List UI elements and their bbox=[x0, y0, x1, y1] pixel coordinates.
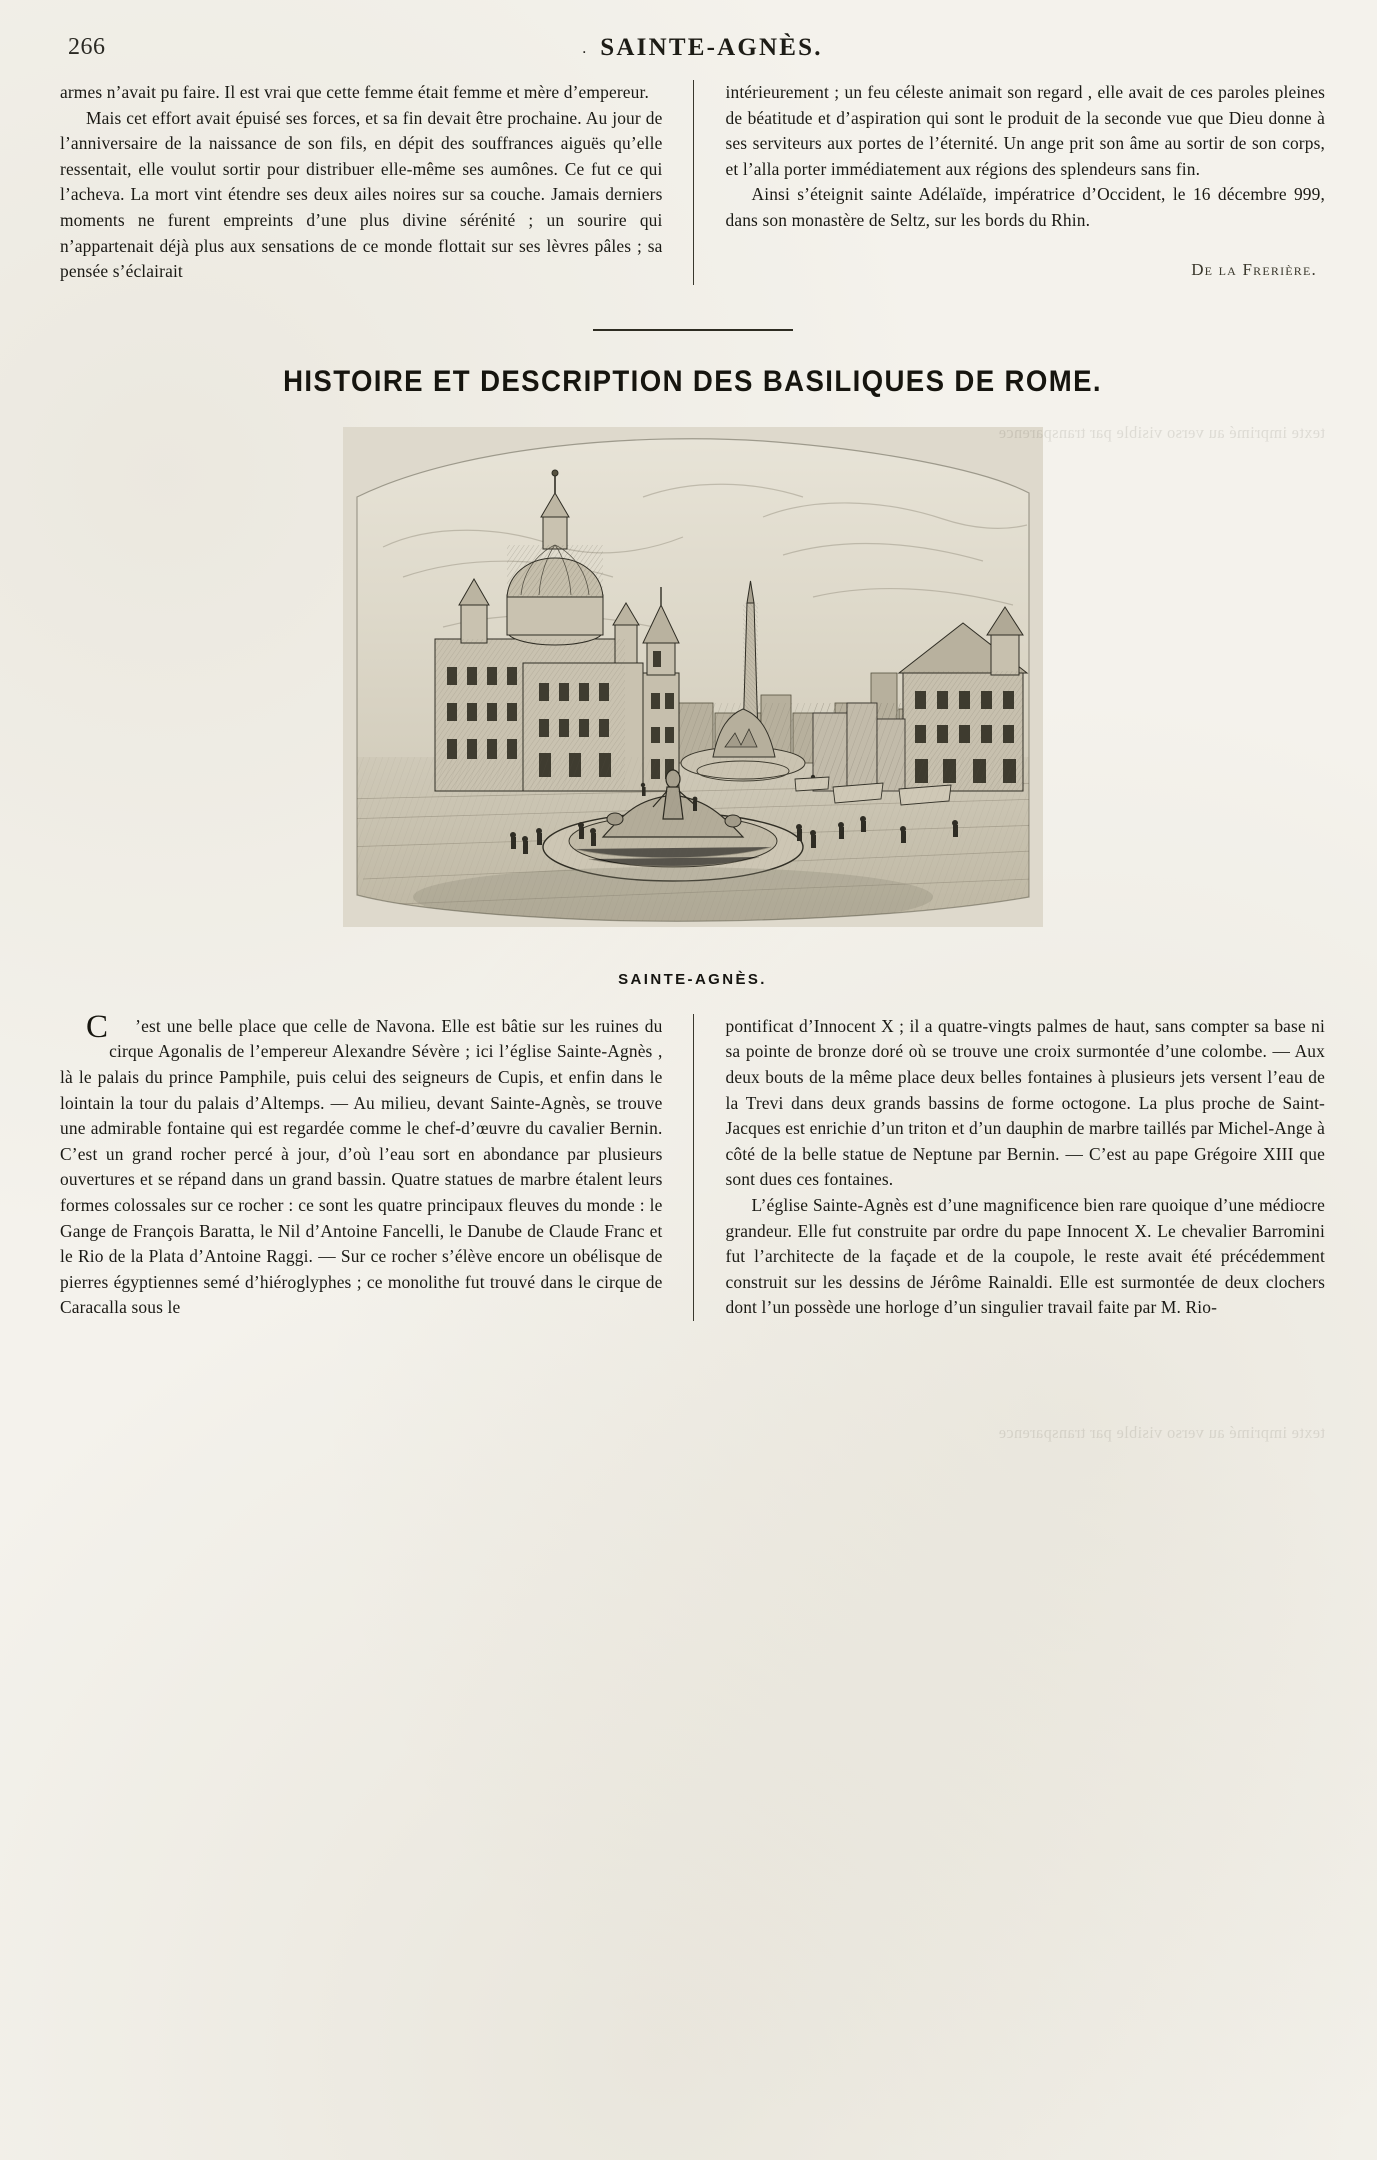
top-right-column bbox=[693, 80, 1326, 285]
verso-show-through: texte imprimé au verso visible par transparence bbox=[998, 1423, 1325, 1442]
drop-cap: C bbox=[86, 1008, 109, 1045]
top-article-columns bbox=[60, 80, 1325, 285]
paragraph: L’église Sainte-Agnès est d’une magnificence bien rare quoique d’une médiocre grandeur. Elle fut construite par ordre du pape Innocent X. Le chevalier Barromini fut l’architecte de la façade et de la coupole, le reste avait été précédemment construit sur les dessins de Jérôme Rainaldi. Elle est surmontée de deux clochers dont l’un possède une horloge d’un singulier travail faite par M. Rio- bbox=[725, 1194, 1325, 1318]
paragraph bbox=[60, 1008, 663, 1321]
figure-caption: SAINTE-AGNÈS. bbox=[618, 970, 767, 988]
paragraph: armes n’avait pu faire. Il est vrai que cette femme était femme et mère d’empereur. bbox=[60, 82, 649, 102]
dot-leader: . bbox=[582, 40, 587, 58]
article-left-column bbox=[60, 1008, 693, 1321]
paragraph: intérieurement ; un feu céleste animait son regard , elle avait de ces paroles pleines de béatitude et d’aspiration qui sont le produit de la seconde vue que Dieu donne à ses serviteurs aux portes de l’éternité. Un ange prit son âme au sortir de son corps, et l’alla porter immédiatement aux régions des splendeurs sans fin. bbox=[725, 82, 1325, 179]
paragraph: Mais cet effort avait épuisé ses forces, et sa fin devait être prochaine. Au jour de l’anniversaire de la naissance de son fils, en dépit des souffrances aiguës qu’elle ressentait, elle voulut sortir pour distribuer elle-même ses aumônes. Ce fut ce qui l’acheva. La mort vint étendre ses deux ailes noires sur sa couche. Jamais derniers moments ne furent empreints d’une plus divine sérénité ; un sourire qui n’appartenait déjà plus aux sensations de ce monde flottait sur ses lèvres pâles ; sa pensée s’éclairait bbox=[60, 107, 663, 282]
article-columns bbox=[60, 1008, 1325, 1321]
figure bbox=[343, 427, 1043, 988]
article-right-column bbox=[693, 1014, 1326, 1321]
article-title: HISTOIRE ET DESCRIPTION DES BASILIQUES DE ROME. bbox=[283, 364, 1102, 398]
section-divider bbox=[593, 329, 793, 331]
paragraph-text: ’est une belle place que celle de Navona. Elle est bâtie sur les ruines du cirque Agonalis de l’empereur Alexandre Sévère ; ici l’église Sainte-Agnès , là le palais du prince Pamphile, puis celui des seigneurs de Cupis, et enfin dans le lointain la tour du palais d’Altemps. — Au milieu, devant Sainte-Agnès, se trouve une admirable fontaine qui est regardée comme le chef-d’œuvre du cavalier Bernin. C’est un grand rocher percé à jour, d’où l’eau sort en abondance par plusieurs ouvertures et se répand dans un grand bassin. Quatre statues de marbre étalent leurs formes colossales sur ce rocher : ce sont les quatre principaux fleuves du monde : le Gange de François Baratta, le Nil d’Antoine Fancelli, le Danube de Claude Franc et le Rio de la Plata d’Antoine Raggi. — Sur ce rocher s’élève encore un obélisque de pierres égyptiennes semé d’hiéroglyphes ; ce monolithe fut trouvé dans le cirque de Caracalla sous le bbox=[60, 1015, 663, 1318]
running-head-text: SAINTE-AGNÈS. bbox=[600, 34, 823, 61]
engraving-image bbox=[343, 427, 1043, 927]
running-head-title bbox=[60, 34, 1325, 62]
article-signature: De la Frerière. bbox=[1191, 259, 1317, 279]
paragraph: Ainsi s’éteignit sainte Adélaïde, impératrice d’Occident, le 16 décembre 999, dans son monastère de Seltz, sur les bords du Rhin. bbox=[725, 184, 1325, 230]
page-number: 266 bbox=[68, 34, 106, 60]
verso-show-through: texte imprimé au verso visible par transparence bbox=[998, 423, 1325, 442]
top-left-column bbox=[60, 80, 693, 285]
running-head bbox=[60, 34, 1325, 72]
paragraph: pontificat d’Innocent X ; il a quatre-vingts palmes de haut, sans compter sa base ni sa pointe de bronze doré où se trouve une croix surmontée d’une colombe. — Aux deux bouts de la même place deux belles fontaines à plusieurs jets versent l’eau de la Trevi dans deux grands bassins de forme octogone. La plus proche de Saint-Jacques est enrichie d’un triton et d’un dauphin de marbre taillés par Michel-Ange à côté de la belle statue de Neptune par Bernin. — C’est au pape Grégoire XIII que sont dues ces fontaines. bbox=[725, 1015, 1325, 1190]
